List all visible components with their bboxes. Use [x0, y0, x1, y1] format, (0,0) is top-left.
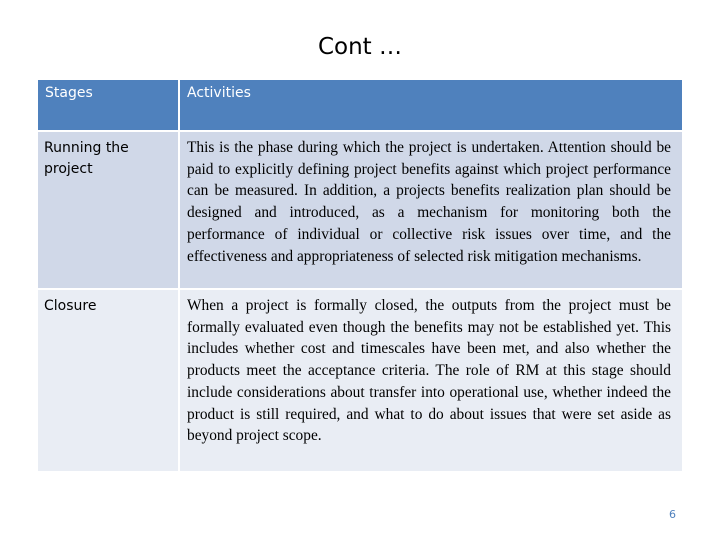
activities-cell	[179, 289, 683, 472]
stage-cell	[37, 289, 179, 472]
stages-table	[36, 78, 684, 473]
stage-label: Running the project	[44, 140, 129, 177]
table-row	[37, 289, 683, 472]
header-cell-stages: Stages	[37, 79, 179, 131]
slide-title: Cont …	[317, 34, 403, 60]
page-number: 6	[669, 508, 676, 521]
activities-text: When a project is formally closed, the outputs from the project must be formally evaluated even though the benefits may not be established yet. This includes whether cost and timescales have been met, and also whether the products meet the acceptance criteria. The role of RM at this stage should include considerations about transfer into operational use, whether indeed the product is still required, and what to do about issues that were set aside as beyond project scope.	[187, 297, 671, 445]
activities-cell	[179, 131, 683, 289]
header-cell-activities: Activities	[179, 79, 683, 131]
stage-cell	[37, 131, 179, 289]
table-row	[37, 131, 683, 289]
table-header-row	[37, 79, 683, 131]
stage-label: Closure	[44, 298, 97, 314]
activities-text: This is the phase during which the project is undertaken. Attention should be paid to explicitly defining project benefits against which project performance can be measured. In addition, a projects benefits realization plan should be designed and introduced, as a mechanism for monitoring both the performance of individual or collective risk issues over time, and the effectiveness and appropriateness of selected risk mitigation mechanisms.	[187, 139, 671, 265]
